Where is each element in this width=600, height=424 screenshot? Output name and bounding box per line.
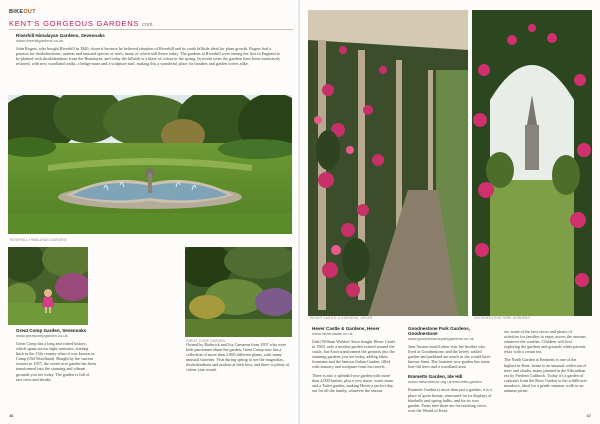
section-label-rest: OUT (23, 9, 36, 15)
entry-body: John Rogers, who bought Riverhill in 1840, chose it because he believed situation of Riverhill and its south hillside ideal for plant growth. Rogers had a passion for rhododendrons, azaleas and unusual species of trees, many of which still thrive today. The gardens at Riverhill were among the first in England to be planted with rhododendrons from the Himalayas, and today the hillside is a blaze of colour in the spring. In recent years the gardens have been extensively restored, with new woodland walks, a hedge maze and a sculpture trail, making this a wonderful place for families and garden lovers alike. (16, 46, 281, 67)
article-hever (312, 326, 396, 393)
rose-pergola-image (308, 10, 468, 316)
entry-url: www.greatcompgarden.co.uk (16, 333, 68, 338)
entry-title: Great Comp Garden, Sevenoaks (16, 328, 87, 333)
garden-border-image (185, 247, 292, 337)
entry-url: www.nationaltrust.org.uk/emmetts-garden (408, 379, 482, 385)
hever-pergola-photo (308, 10, 468, 316)
main-photo-caption: RIVERHILL HIMALAYAN GARDENS (10, 238, 68, 242)
entry-body: Great Comp has a long and varied history, which spans across eight centuries, starting back in the 13th century when it was known as Camp (Old Woodland). Bought by the current owners in 1957, the seven-acre garden has been transformed into the stunning and vibrant grounds you see today. The garden is full of rare trees and shrubs. (16, 341, 96, 382)
headline-rule (9, 29, 293, 30)
article-goodnestone (408, 326, 492, 413)
entry-url: www.goodnestoneparkgardens.co.uk (408, 336, 474, 341)
page-number: 46 (9, 413, 14, 418)
garden-fountain-image (8, 95, 292, 234)
article-emmetts-cont (504, 326, 588, 393)
goodnestone-arch-photo (472, 10, 592, 316)
entry-url: www.riverhillgardens.co.uk (16, 38, 64, 43)
entry-body: Until William Waldorf Astor bought Hever Castle in 1903, only a modest garden existed around the castle, but Astor transformed the grounds into the stunning gardens you see today, adding lakes, fountains and the famous Italian Garden, filled with statuary and sculpture from his travels. (312, 339, 396, 370)
left-photo-caption: HEVER CASTLE & GARDENS, HEVER (310, 316, 373, 320)
right-page (300, 0, 600, 424)
entry-body: The North Garden at Emmetts is one of the highest in Kent, home to an unusual collection of trees and shrubs, many planted in the Edwardian era by Frederic Lubbock. Today it's a garden of contrasts from the Rose Garden to the wildflower meadows, ideal for a gentle summer walk or an autumn picnic. (504, 357, 587, 394)
headline-cont: cont. (142, 22, 155, 28)
entry-body: set, some of the best views and plenty of activities for families to enjoy across the seasons, whatever the weather. Children will love exploring the gardens and grounds while parents relax with a cream tea. (504, 329, 587, 355)
article-riverhill (16, 33, 284, 66)
right-photo-caption: GOODNESTONE PARK GARDENS (474, 316, 530, 320)
great-comp-border-photo (185, 247, 292, 337)
section-label-bold: BIKE (9, 9, 24, 15)
article-great-comp-cont (186, 342, 290, 373)
page-headline (9, 19, 154, 28)
inset-photo-caption: GREAT COMP GARDEN (186, 339, 225, 343)
entry-body: Emmetts Garden is more than just a garden; it is a place of great beauty, renowned for its displays of bluebells and spring bulbs, and for its rose garden. From here there are far-reaching views over the Weald of Kent. (408, 387, 492, 413)
entry-body: Owned by Roderick and Joy Cameron from 1957 who were both passionate about the garden, Great Comp now has a collection of more than 3,000 different plants, with many unusual varieties. Visit during spring to see the magnolias, rhododendrons and azaleas at their best, and there is plenty of colour year round. (186, 342, 290, 373)
page-number: 47 (586, 413, 591, 418)
entry-title: Riverhill Himalayan Gardens, Sevenoaks (16, 33, 105, 38)
entry-title: Emmetts Garden, Ide Hill (408, 374, 463, 380)
entry-title: Hever Castle & Gardens, Hever (312, 326, 380, 331)
entry-body: There is also a splendid rose garden with more than 4,000 bushes, plus a yew maze, water maze and a Tudor garden, making Hever a perfect day out for all the family, whatever the season. (312, 372, 394, 393)
entry-title: Goodnestone Park Gardens, Goodnestone (408, 326, 471, 336)
section-label (9, 9, 36, 15)
entry-url: www.hevercastle.co.uk (312, 331, 353, 336)
article-great-comp (16, 328, 96, 382)
entry-body: Jane Austen would often visit her brother who lived at Goodnestone, and the lovely walled garden and parkland are much as she would have known them. The fourteen-acre garden has some fine old trees and a woodland area. (408, 344, 491, 370)
headline-text: KENT'S GORGEOUS GARDENS (9, 19, 140, 28)
child-in-garden-image (8, 247, 88, 325)
garden-arch-image (472, 10, 592, 316)
great-comp-child-photo (8, 247, 88, 325)
riverhill-garden-photo (8, 95, 292, 234)
